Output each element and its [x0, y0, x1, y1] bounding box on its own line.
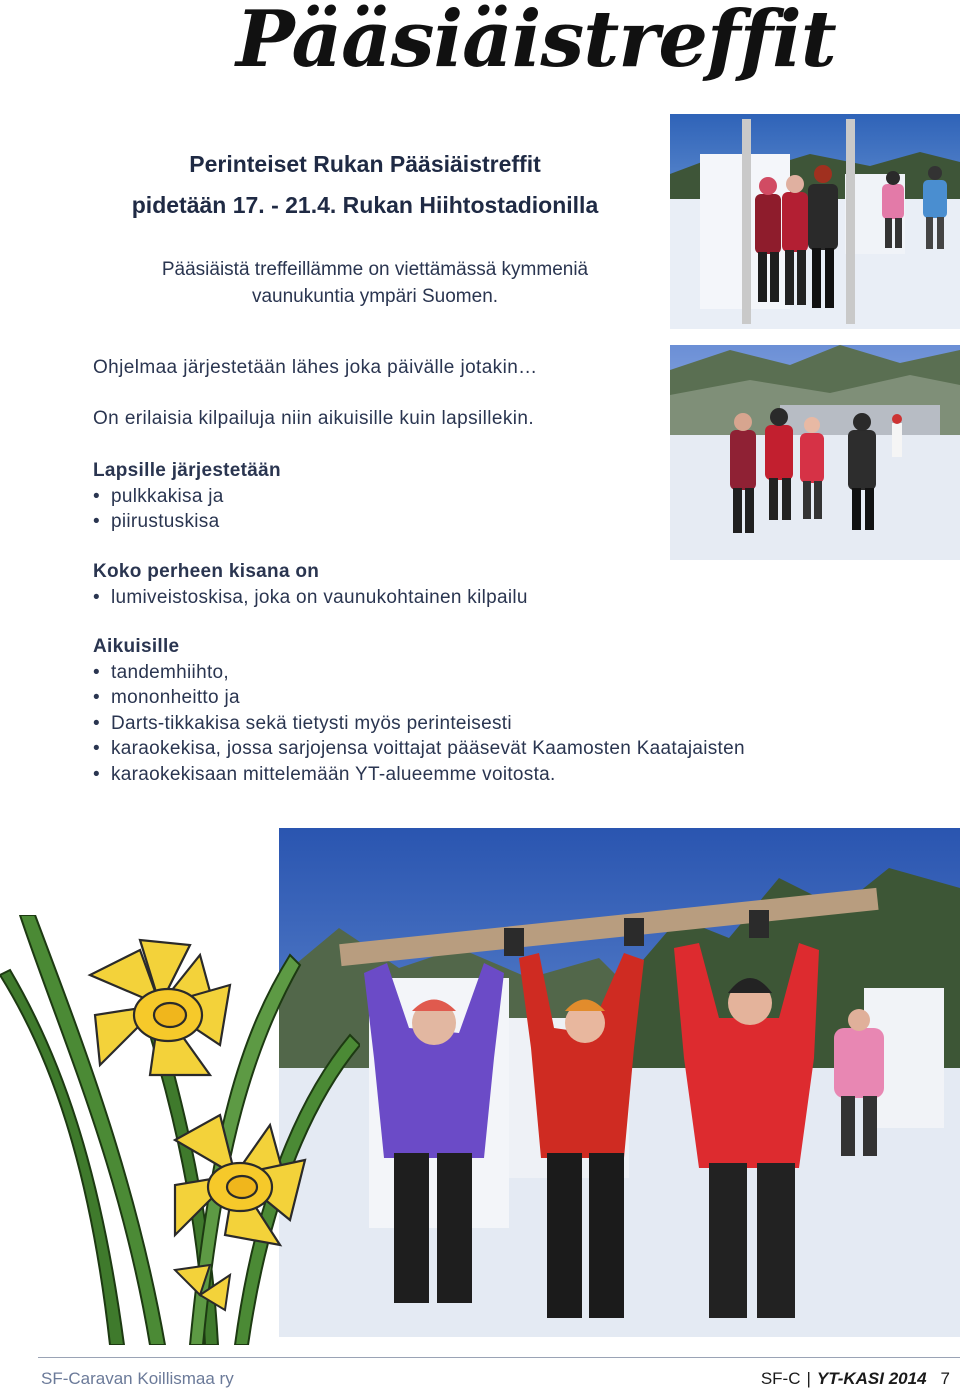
footer-organization: SF-Caravan Koillismaa ry [41, 1369, 234, 1388]
adults-list [93, 660, 745, 788]
list-item: • mononheitto ja [93, 685, 745, 711]
children-section [93, 458, 281, 535]
footer-divider [38, 1357, 960, 1358]
list-item: • tandemhiihto, [93, 660, 745, 686]
program-text: Ohjelmaa järjestetään lähes joka päivälle jotakin… [93, 357, 538, 378]
headline-line-2: pidetään 17. - 21.4. Rukan Hiihtostadionilla [131, 192, 599, 218]
adults-section [93, 634, 745, 787]
page-number: 7 [940, 1369, 950, 1388]
family-section [93, 559, 528, 610]
list-item: • lumiveistoskisa, joka on vaunukohtainen kilpailu [93, 585, 528, 611]
list-item: • Darts-tikkakisa sekä tietysti myös perinteisesti [93, 711, 745, 737]
family-heading: Koko perheen kisana on [93, 561, 320, 582]
children-heading: Lapsille järjestetään [93, 460, 281, 481]
photo-tandem-skiing [670, 114, 960, 329]
list-item: • pulkkakisa ja [93, 484, 281, 510]
continuation-text: karaokekisaan mittelemään YT-alueemme voitosta. [111, 763, 556, 785]
headline-line-1: Perinteiset Rukan Pääsiäistreffit [189, 151, 541, 177]
daffodil-illustration [0, 915, 360, 1345]
adults-heading: Aikuisille [93, 636, 180, 657]
list-item: • karaokekisa, jossa sarjojensa voittajat pääsevät Kaamosten Kaatajaisten [93, 736, 745, 762]
photo-group-darts [670, 345, 960, 560]
intro-line-2: vaunukuntia ympäri Suomen. [251, 286, 499, 307]
list-item-continuation [93, 762, 745, 788]
footer-brand: SF-C [760, 1369, 801, 1388]
intro-line-1: Pääsiäistä treffeillämme on viettämässä kymmeniä [161, 259, 589, 280]
footer-separator: | [806, 1369, 811, 1388]
footer-magazine: YT-KASI 2014 [816, 1369, 927, 1388]
event-headline [80, 144, 650, 226]
list-item: • piirustuskisa [93, 509, 281, 535]
footer-publication [761, 1369, 950, 1389]
page-title: Pääsiäistreffit [236, 0, 836, 85]
intro-text [80, 256, 670, 310]
family-list [93, 585, 528, 611]
photo-beam-lifting [279, 828, 960, 1337]
children-list [93, 484, 281, 535]
competitions-text: On erilaisia kilpailuja niin aikuisille kuin lapsillekin. [93, 408, 534, 429]
